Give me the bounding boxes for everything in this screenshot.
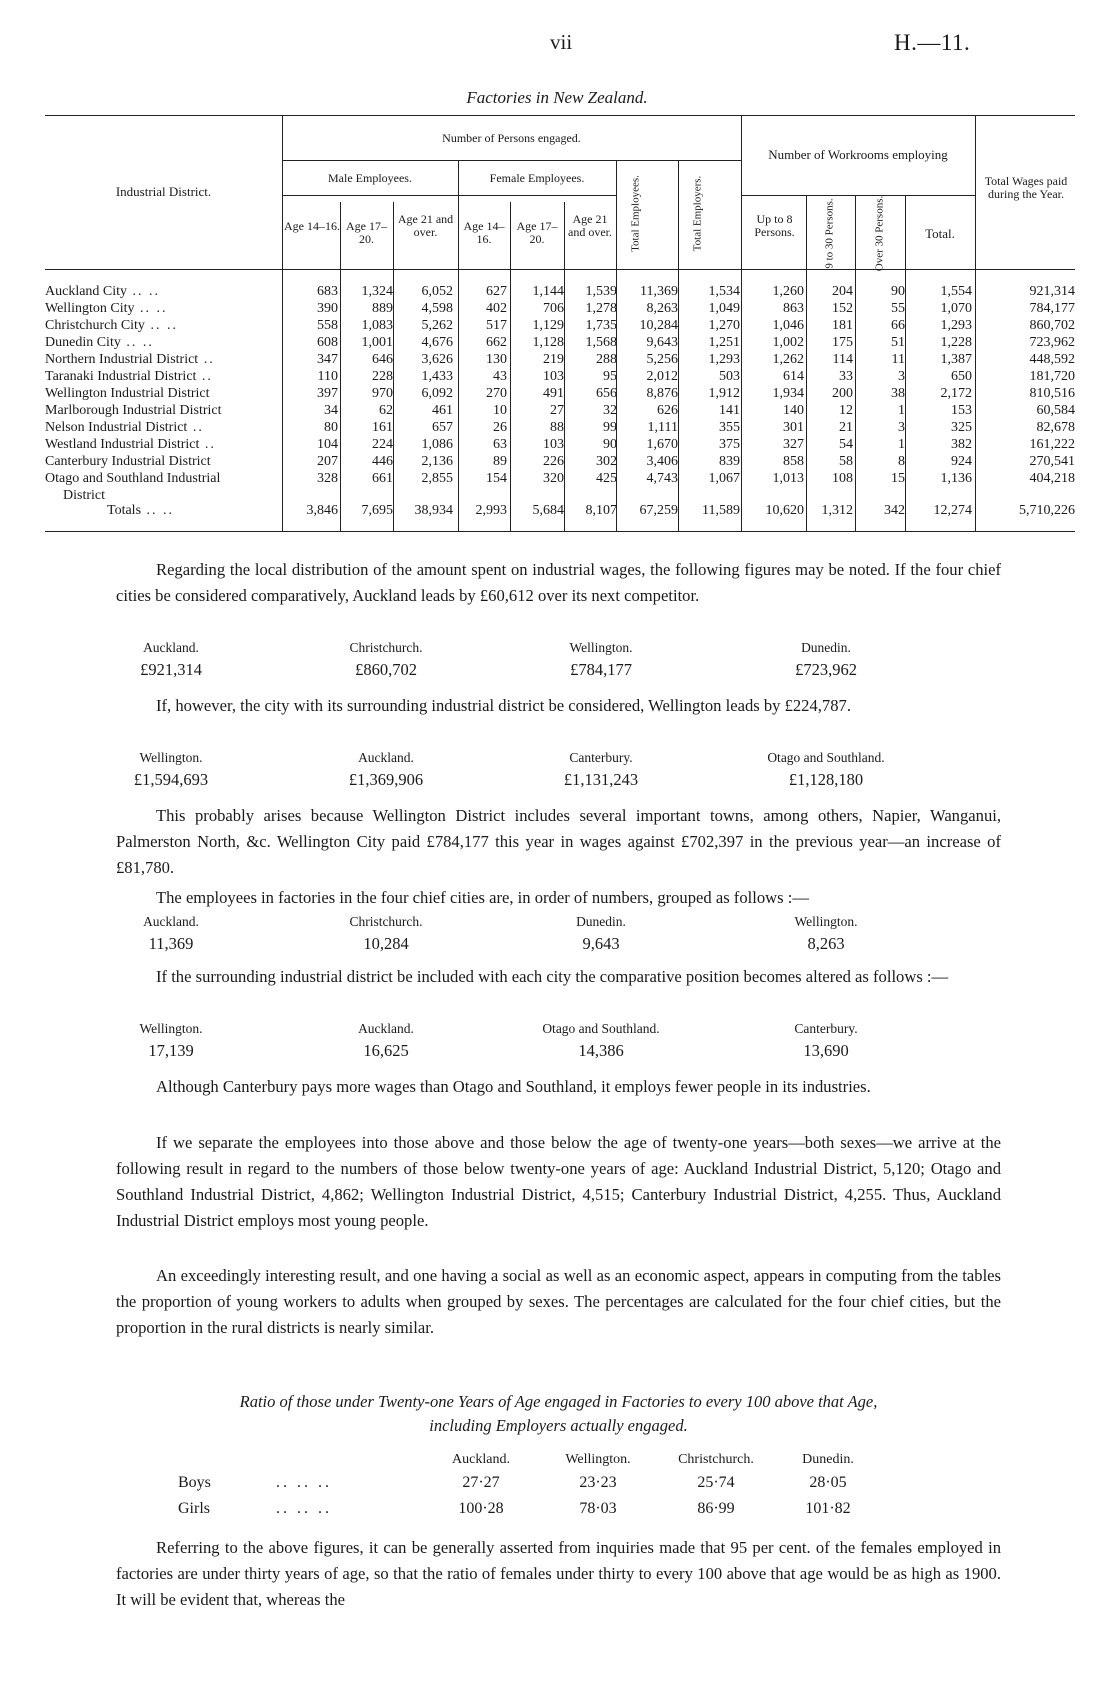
table-cell: 10,620 xyxy=(765,503,804,518)
table-cell: 382 xyxy=(951,437,972,452)
table-title: Factories in New Zealand. xyxy=(466,88,648,107)
table-cell: 608 xyxy=(317,335,338,350)
table-cell: 55 xyxy=(891,301,905,316)
comparison-name: Wellington. xyxy=(794,914,858,929)
table-cell: 207 xyxy=(317,454,338,469)
table-cell: 1,067 xyxy=(708,471,740,486)
table-cell: 1,129 xyxy=(532,318,564,333)
district-label: Dunedin City .. .. xyxy=(45,335,154,350)
table-cell: 11,589 xyxy=(702,503,740,518)
table-cell: 110 xyxy=(317,369,338,384)
table-cell: 1 xyxy=(898,403,905,418)
ratio-row-leader: .. .. .. xyxy=(276,1474,332,1491)
comparison-name: Auckland. xyxy=(143,914,199,929)
table-cell: 1,046 xyxy=(772,318,804,333)
table-cell: 2,012 xyxy=(646,369,678,384)
table-cell: 1,002 xyxy=(772,335,804,350)
table-cell: 11 xyxy=(891,352,905,367)
table-cell: 5,256 xyxy=(646,352,678,367)
table-cell: 1,049 xyxy=(708,301,740,316)
table-cell: 60,584 xyxy=(1036,403,1075,418)
district-label: Totals .. .. xyxy=(107,503,175,518)
table-cell: 63 xyxy=(493,437,507,452)
table-cell: 302 xyxy=(596,454,617,469)
table-cell: 154 xyxy=(486,471,507,486)
table-cell: 130 xyxy=(486,352,507,367)
table-cell: 491 xyxy=(543,386,564,401)
ratio-column-header: Auckland. xyxy=(452,1452,510,1467)
district-label: Westland Industrial District .. xyxy=(45,437,216,452)
comparison-value: 9,643 xyxy=(582,934,620,953)
table-cell: 626 xyxy=(657,403,678,418)
header-female-age-17-20: Age 17–20. xyxy=(516,219,558,246)
table-cell: 1,387 xyxy=(940,352,972,367)
table-body xyxy=(45,283,1075,519)
table-cell: 90 xyxy=(603,437,617,452)
table-cell: 320 xyxy=(543,471,564,486)
ratio-column-header: Wellington. xyxy=(565,1452,631,1467)
table-cell: 9,643 xyxy=(646,335,678,350)
table-row xyxy=(45,453,1075,470)
table-row xyxy=(45,334,1075,351)
table-cell: 288 xyxy=(596,352,617,367)
header-male-age-21-over: Age 21 and over. xyxy=(397,212,454,239)
table-cell: 3 xyxy=(898,369,905,384)
table-cell: 200 xyxy=(832,386,853,401)
table-cell: 3 xyxy=(898,420,905,435)
table-cell: 1,270 xyxy=(708,318,740,333)
district-label: District xyxy=(63,488,105,503)
district-label: Auckland City .. .. xyxy=(45,284,161,299)
table-cell: 62 xyxy=(379,403,393,418)
header-workrooms: Number of Workrooms employing xyxy=(768,147,948,162)
comparison-name: Canterbury. xyxy=(794,1021,858,1036)
table-bottom-rule xyxy=(45,531,1075,532)
table-cell: 6,092 xyxy=(421,386,453,401)
ratio-value: 25·74 xyxy=(697,1474,735,1491)
comparison-name: Dunedin. xyxy=(576,914,626,929)
table-row xyxy=(45,419,1075,436)
table-cell: 1,670 xyxy=(646,437,678,452)
table-cell: 342 xyxy=(884,503,905,518)
comparison-value: 14,386 xyxy=(578,1041,624,1060)
table-cell: 3,406 xyxy=(646,454,678,469)
ratio-row-label: Boys xyxy=(178,1474,211,1491)
header-over-30: Over 30 Persons. xyxy=(873,195,886,272)
comparison-name: Christchurch. xyxy=(349,914,423,929)
table-cell: 58 xyxy=(839,454,853,469)
table-cell: 402 xyxy=(486,301,507,316)
ratio-value: 28·05 xyxy=(809,1474,847,1491)
comparison-name: Christchurch. xyxy=(349,640,423,655)
header-9-to-30: 9 to 30 Persons. xyxy=(823,198,836,269)
table-cell: 863 xyxy=(783,301,804,316)
table-cell: 347 xyxy=(317,352,338,367)
table-cell: 1,912 xyxy=(708,386,740,401)
table-cell: 5,684 xyxy=(532,503,564,518)
paragraph-wages-cities: Regarding the local distribution of the amount spent on industrial wages, the following figures may be noted. If the four chief cities be considered comparatively, Auckland leads by £60,612 over its next competitor. xyxy=(116,560,1001,605)
table-cell: 1,144 xyxy=(532,284,564,299)
table-cell: 43 xyxy=(493,369,507,384)
table-cell: 95 xyxy=(603,369,617,384)
table-cell: 1,934 xyxy=(772,386,804,401)
table-cell: 706 xyxy=(543,301,564,316)
district-label: Otago and Southland Industrial xyxy=(45,471,221,486)
table-cell: 54 xyxy=(839,437,853,452)
table-cell: 2,172 xyxy=(940,386,972,401)
table-cell: 5,710,226 xyxy=(1019,503,1075,518)
table-cell: 152 xyxy=(832,301,853,316)
district-label: Wellington Industrial District xyxy=(45,386,210,401)
comparison-value: £784,177 xyxy=(570,660,632,679)
ratio-value: 101·82 xyxy=(805,1500,851,1517)
table-cell: 4,598 xyxy=(421,301,453,316)
header-male-employees: Male Employees. xyxy=(328,171,412,185)
header-male-age-14-16: Age 14–16. xyxy=(284,219,340,233)
table-cell: 425 xyxy=(596,471,617,486)
table-cell: 328 xyxy=(317,471,338,486)
ratio-table xyxy=(116,1452,1001,1532)
table-cell: 1,262 xyxy=(772,352,804,367)
table-row xyxy=(45,368,1075,385)
table-cell: 375 xyxy=(719,437,740,452)
table-cell: 5,262 xyxy=(421,318,453,333)
table-cell: 161 xyxy=(372,420,393,435)
table-cell: 839 xyxy=(719,454,740,469)
table-cell: 103 xyxy=(543,369,564,384)
table-cell: 461 xyxy=(432,403,453,418)
table-cell: 12,274 xyxy=(933,503,972,518)
table-cell: 517 xyxy=(486,318,507,333)
comparison-value: 13,690 xyxy=(803,1041,849,1060)
comparison-value: £1,369,906 xyxy=(348,770,424,789)
table-cell: 1,260 xyxy=(772,284,804,299)
comparison-name: Auckland. xyxy=(358,750,414,765)
ratio-value: 23·23 xyxy=(579,1474,617,1491)
table-cell: 8 xyxy=(898,454,905,469)
table-cell: 12 xyxy=(839,403,853,418)
header-female-age-14-16: Age 14–16. xyxy=(463,219,505,246)
table-cell: 921,314 xyxy=(1029,284,1075,299)
header-total-wages: Total Wages paid during the Year. xyxy=(984,174,1068,201)
table-cell: 181,720 xyxy=(1029,369,1075,384)
table-cell: 2,855 xyxy=(421,471,453,486)
table-cell: 10,284 xyxy=(639,318,678,333)
table-cell: 1,735 xyxy=(585,318,617,333)
paragraph-wages-districts: If, however, the city with its surrounding industrial district be considered, Wellington leads by £224,787. xyxy=(156,696,851,715)
table-cell: 810,516 xyxy=(1029,386,1075,401)
table-cell: 6,052 xyxy=(421,284,453,299)
comparison-name: Dunedin. xyxy=(801,640,851,655)
header-up-to-8: Up to 8 Persons. xyxy=(754,212,795,239)
comparison-name: Wellington. xyxy=(139,1021,203,1036)
ratio-column-header: Dunedin. xyxy=(802,1452,854,1467)
ratio-row-label: Girls xyxy=(178,1500,210,1517)
table-cell: 38,934 xyxy=(414,503,453,518)
table-cell: 226 xyxy=(543,454,564,469)
header-total-employees: Total Employees. xyxy=(629,175,642,252)
header-female-employees: Female Employees. xyxy=(489,171,585,185)
table-cell: 657 xyxy=(432,420,453,435)
table-cell: 924 xyxy=(951,454,972,469)
table-cell: 219 xyxy=(543,352,564,367)
district-label: Nelson Industrial District .. xyxy=(45,420,204,435)
table-cell: 1,534 xyxy=(708,284,740,299)
table-cell: 8,876 xyxy=(646,386,678,401)
comparison-name: Wellington. xyxy=(139,750,203,765)
table-cell: 1,554 xyxy=(940,284,972,299)
table-cell: 8,107 xyxy=(585,503,617,518)
paragraph-employees-cities: The employees in factories in the four chief cities are, in order of numbers, grouped as follows :— xyxy=(156,888,809,907)
district-label: Taranaki Industrial District .. xyxy=(45,369,213,384)
paragraph-employees-districts: If the surrounding industrial district be included with each city the comparative position becomes altered as follows :— xyxy=(156,967,949,986)
ratio-value: 27·27 xyxy=(462,1474,500,1491)
table-row xyxy=(45,385,1075,402)
table-row xyxy=(45,402,1075,419)
table-cell: 889 xyxy=(372,301,393,316)
ratio-row-leader: .. .. .. xyxy=(276,1500,332,1517)
table-cell: 15 xyxy=(891,471,905,486)
table-cell: 4,676 xyxy=(421,335,453,350)
table-cell: 204 xyxy=(832,284,853,299)
table-cell: 3,626 xyxy=(421,352,453,367)
table-cell: 683 xyxy=(317,284,338,299)
table-cell: 1,251 xyxy=(708,335,740,350)
table-cell: 89 xyxy=(493,454,507,469)
table-cell: 858 xyxy=(783,454,804,469)
table-cell: 646 xyxy=(372,352,393,367)
paragraph-wellington-district: This probably arises because Wellington District includes several important towns, among others, Napier, Wanganui, Palmerston North, &c. Wellington City paid £784,177 this year in wages against £702,397 in the previous year—an increase of £81,780. xyxy=(116,806,1001,877)
table-cell: 7,695 xyxy=(361,503,393,518)
header-total-employers: Total Employers. xyxy=(691,175,704,252)
table-cell: 662 xyxy=(486,335,507,350)
table-cell: 1,136 xyxy=(940,471,972,486)
table-cell: 108 xyxy=(832,471,853,486)
table-row xyxy=(45,283,1075,300)
table-top-rule xyxy=(45,115,1075,116)
table-cell: 661 xyxy=(372,471,393,486)
table-cell: 404,218 xyxy=(1029,471,1075,486)
paragraph-canterbury: Although Canterbury pays more wages than Otago and Southland, it employs fewer people in its industries. xyxy=(156,1077,871,1096)
comparison-name: Auckland. xyxy=(358,1021,414,1036)
comparison-name: Otago and Southland. xyxy=(767,750,885,765)
table-cell: 325 xyxy=(951,420,972,435)
table-cell: 558 xyxy=(317,318,338,333)
table-cell: 446 xyxy=(372,454,393,469)
table-cell: 80 xyxy=(324,420,338,435)
table-cell: 38 xyxy=(891,386,905,401)
table-cell: 1,013 xyxy=(772,471,804,486)
ratio-value: 100·28 xyxy=(458,1500,504,1517)
table-cell: 2,136 xyxy=(421,454,453,469)
table-row xyxy=(45,317,1075,334)
table-cell: 355 xyxy=(719,420,740,435)
table-cell: 1,001 xyxy=(361,335,393,350)
table-cell: 1,539 xyxy=(585,284,617,299)
comparison-value: 16,625 xyxy=(363,1041,409,1060)
table-cell: 1,070 xyxy=(940,301,972,316)
comparison-value: 8,263 xyxy=(807,934,845,953)
header-district: Industrial District. xyxy=(115,184,212,199)
table-cell: 614 xyxy=(783,369,804,384)
table-cell: 161,222 xyxy=(1029,437,1075,452)
table-cell: 153 xyxy=(951,403,972,418)
ratio-column-header: Christchurch. xyxy=(678,1452,754,1467)
comparison-name: Wellington. xyxy=(569,640,633,655)
table-cell: 1,312 xyxy=(821,503,853,518)
table-cell: 1,083 xyxy=(361,318,393,333)
table-cell: 32 xyxy=(603,403,617,418)
table-cell: 99 xyxy=(603,420,617,435)
comparison-name: Auckland. xyxy=(143,640,199,655)
table-cell: 627 xyxy=(486,284,507,299)
table-cell: 860,702 xyxy=(1029,318,1075,333)
table-cell: 140 xyxy=(783,403,804,418)
table-cell: 3,846 xyxy=(306,503,338,518)
paragraph-under-twenty-one: If we separate the employees into those above and those below the age of twenty-one years—both sexes—we arrive at the following result in regard to the numbers of those below twenty-one years of age: Auckland Industrial District, 5,120; Otago and Southland Industrial District, 4,862; Wellington Industrial District, 4,515; Canterbury Industrial District, 4,255. Thus, Auckland Industrial District employs most young people. xyxy=(116,1133,1001,1230)
table-cell: 21 xyxy=(839,420,853,435)
district-label: Northern Industrial District .. xyxy=(45,352,215,367)
table-cell: 104 xyxy=(317,437,338,452)
table-cell: 141 xyxy=(719,403,740,418)
comparison-value: £1,131,243 xyxy=(563,770,639,789)
table-cell: 10 xyxy=(493,403,507,418)
table-cell: 448,592 xyxy=(1029,352,1075,367)
table-cell: 723,962 xyxy=(1029,335,1075,350)
comparison-value: £921,314 xyxy=(140,660,202,679)
table-cell: 390 xyxy=(317,301,338,316)
table-cell: 327 xyxy=(783,437,804,452)
table-cell: 1,228 xyxy=(940,335,972,350)
table-cell: 175 xyxy=(832,335,853,350)
table-row xyxy=(45,470,1075,487)
table-cell: 1,293 xyxy=(708,352,740,367)
table-cell: 4,743 xyxy=(646,471,678,486)
ratio-value: 78·03 xyxy=(579,1500,617,1517)
comparison-value: £860,702 xyxy=(355,660,417,679)
table-row xyxy=(45,436,1075,453)
table-row xyxy=(45,300,1075,317)
table-cell: 1,324 xyxy=(361,284,393,299)
ratio-table-title: Ratio of those under Twenty-one Years of Age engaged in Factories to every 100 above that Age, including Employers actually engaged. xyxy=(239,1392,878,1435)
table-cell: 1,278 xyxy=(585,301,617,316)
table-cell: 27 xyxy=(550,403,564,418)
table-cell: 970 xyxy=(372,386,393,401)
table-cell: 8,263 xyxy=(646,301,678,316)
table-cell: 88 xyxy=(550,420,564,435)
table-cell: 114 xyxy=(832,352,853,367)
header-workrooms-total: Total. xyxy=(925,226,955,241)
table-cell: 228 xyxy=(372,369,393,384)
comparison-value: 17,139 xyxy=(148,1041,194,1060)
paragraph-young-workers: An exceedingly interesting result, and one having a social as well as an economic aspect, appears in computing from the tables the proportion of young workers to adults when grouped by sexes. The percentages are calculated for the four chief cities, but the proportion in the rural districts is nearly similar. xyxy=(116,1266,1001,1337)
table-cell: 66 xyxy=(891,318,905,333)
table-cell: 181 xyxy=(832,318,853,333)
table-cell: 503 xyxy=(719,369,740,384)
page-number: vii xyxy=(550,30,573,54)
table-cell: 1 xyxy=(898,437,905,452)
table-cell: 67,259 xyxy=(639,503,678,518)
table-cell: 103 xyxy=(543,437,564,452)
table-row xyxy=(45,351,1075,368)
comparison-value: £1,128,180 xyxy=(788,770,864,789)
district-label: Christchurch City .. .. xyxy=(45,318,178,333)
comparison-value: £723,962 xyxy=(795,660,857,679)
table-cell: 1,111 xyxy=(647,420,678,435)
table-cell: 1,568 xyxy=(585,335,617,350)
table-cell: 26 xyxy=(493,420,507,435)
document-reference: H.—11. xyxy=(894,30,971,55)
header-male-age-17-20: Age 17–20. xyxy=(346,219,387,246)
ratio-value: 86·99 xyxy=(697,1500,735,1517)
table-cell: 397 xyxy=(317,386,338,401)
table-cell: 1,293 xyxy=(940,318,972,333)
comparison-value: 10,284 xyxy=(363,934,409,953)
table-cell: 1,128 xyxy=(532,335,564,350)
paragraph-females-under-thirty: Referring to the above figures, it can be generally asserted from inquiries made that 95 per cent. of the females employed in factories are under thirty years of age, so that the ratio of females under thirty to every 100 above that age would be as high as 1900. It will be evident that, whereas the xyxy=(116,1538,1001,1609)
district-label: Wellington City .. .. xyxy=(45,301,168,316)
comparison-value: 11,369 xyxy=(148,934,194,953)
table-header-rule xyxy=(45,269,1075,270)
header-female-age-21-over: Age 21 and over. xyxy=(568,212,612,239)
table-cell: 301 xyxy=(783,420,804,435)
table-cell: 270,541 xyxy=(1029,454,1075,469)
table-cell: 34 xyxy=(324,403,338,418)
table-cell: 656 xyxy=(596,386,617,401)
table-cell: 270 xyxy=(486,386,507,401)
comparison-value: £1,594,693 xyxy=(133,770,209,789)
table-cell: 650 xyxy=(951,369,972,384)
district-label: Marlborough Industrial District xyxy=(45,403,222,418)
comparison-name: Otago and Southland. xyxy=(542,1021,660,1036)
table-cell: 51 xyxy=(891,335,905,350)
table-cell: 784,177 xyxy=(1029,301,1075,316)
table-cell: 2,993 xyxy=(475,503,507,518)
table-cell: 224 xyxy=(372,437,393,452)
header-persons-engaged: Number of Persons engaged. xyxy=(442,131,581,145)
table-cell: 33 xyxy=(839,369,853,384)
table-totals-row xyxy=(45,502,1075,519)
district-label: Canterbury Industrial District xyxy=(45,454,211,469)
table-cell: 1,433 xyxy=(421,369,453,384)
table-cell: 90 xyxy=(891,284,905,299)
table-cell: 82,678 xyxy=(1036,420,1075,435)
table-cell: 1,086 xyxy=(421,437,453,452)
table-cell: 11,369 xyxy=(640,284,678,299)
comparison-name: Canterbury. xyxy=(569,750,633,765)
